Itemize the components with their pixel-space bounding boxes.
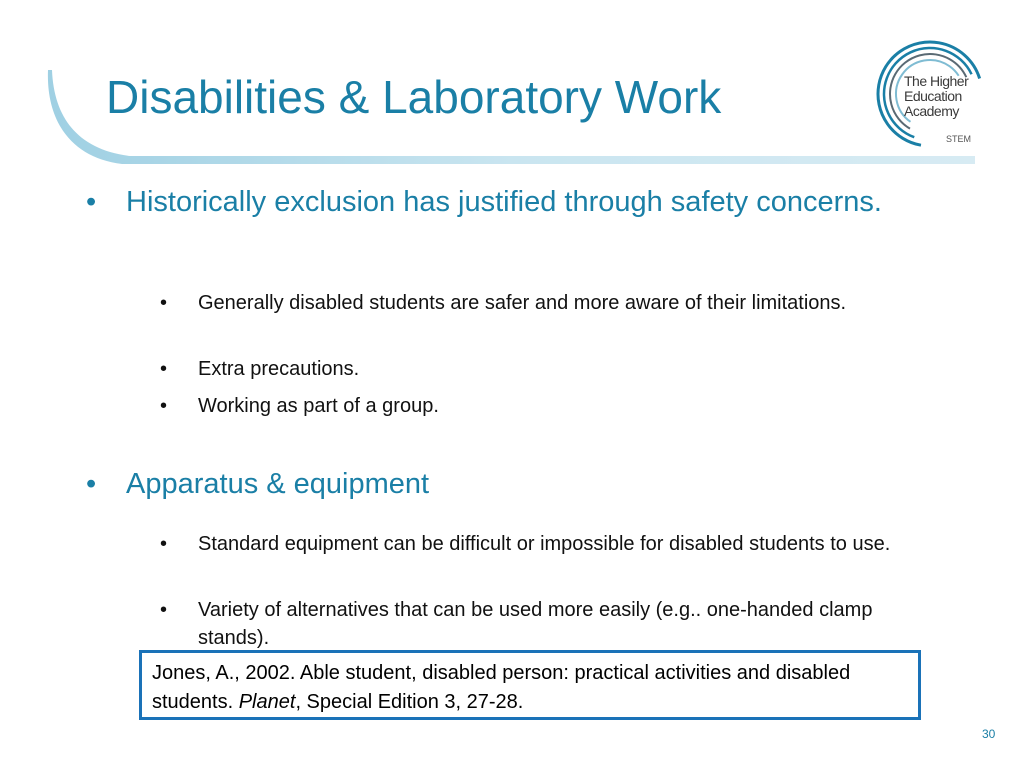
bullet-dot-icon: • [160, 358, 168, 380]
bullet-dot-icon: • [160, 599, 168, 621]
reference-box [139, 650, 921, 720]
bullet-text: Apparatus & equipment [126, 468, 430, 500]
logo-stem-label: STEM [946, 134, 972, 144]
bullet-text: Working as part of a group. [198, 395, 439, 417]
reference-text: Jones, A., 2002. Able student, disabled person: practical activities and disabled students. [152, 662, 851, 713]
reference-journal: Planet [238, 691, 296, 713]
bullet-dot-icon: • [160, 395, 168, 417]
bullet-dot-icon: • [86, 468, 97, 500]
bullet-dot-icon: • [160, 292, 168, 314]
bullet-dot-icon: • [160, 533, 168, 555]
bullet-text: Generally disabled students are safer and more aware of their limitations. [198, 292, 847, 314]
logo-text: The Higher Education Academy [904, 73, 969, 119]
bullet-text: Standard equipment can be difficult or impossible for disabled students to use. [198, 533, 891, 555]
bullet-text: Extra precautions. [198, 358, 360, 380]
bullet-text: Variety of alternatives that can be used more easily (e.g.. one-handed clamp stands). [198, 599, 873, 649]
bullet-text: Historically exclusion has justified through safety concerns. [126, 186, 882, 218]
page-number: 30 [982, 727, 996, 741]
slide-title: Disabilities & Laboratory Work [106, 71, 722, 123]
bullet-dot-icon: • [86, 186, 97, 218]
reference-details: , Special Edition 3, 27-28. [295, 691, 524, 713]
